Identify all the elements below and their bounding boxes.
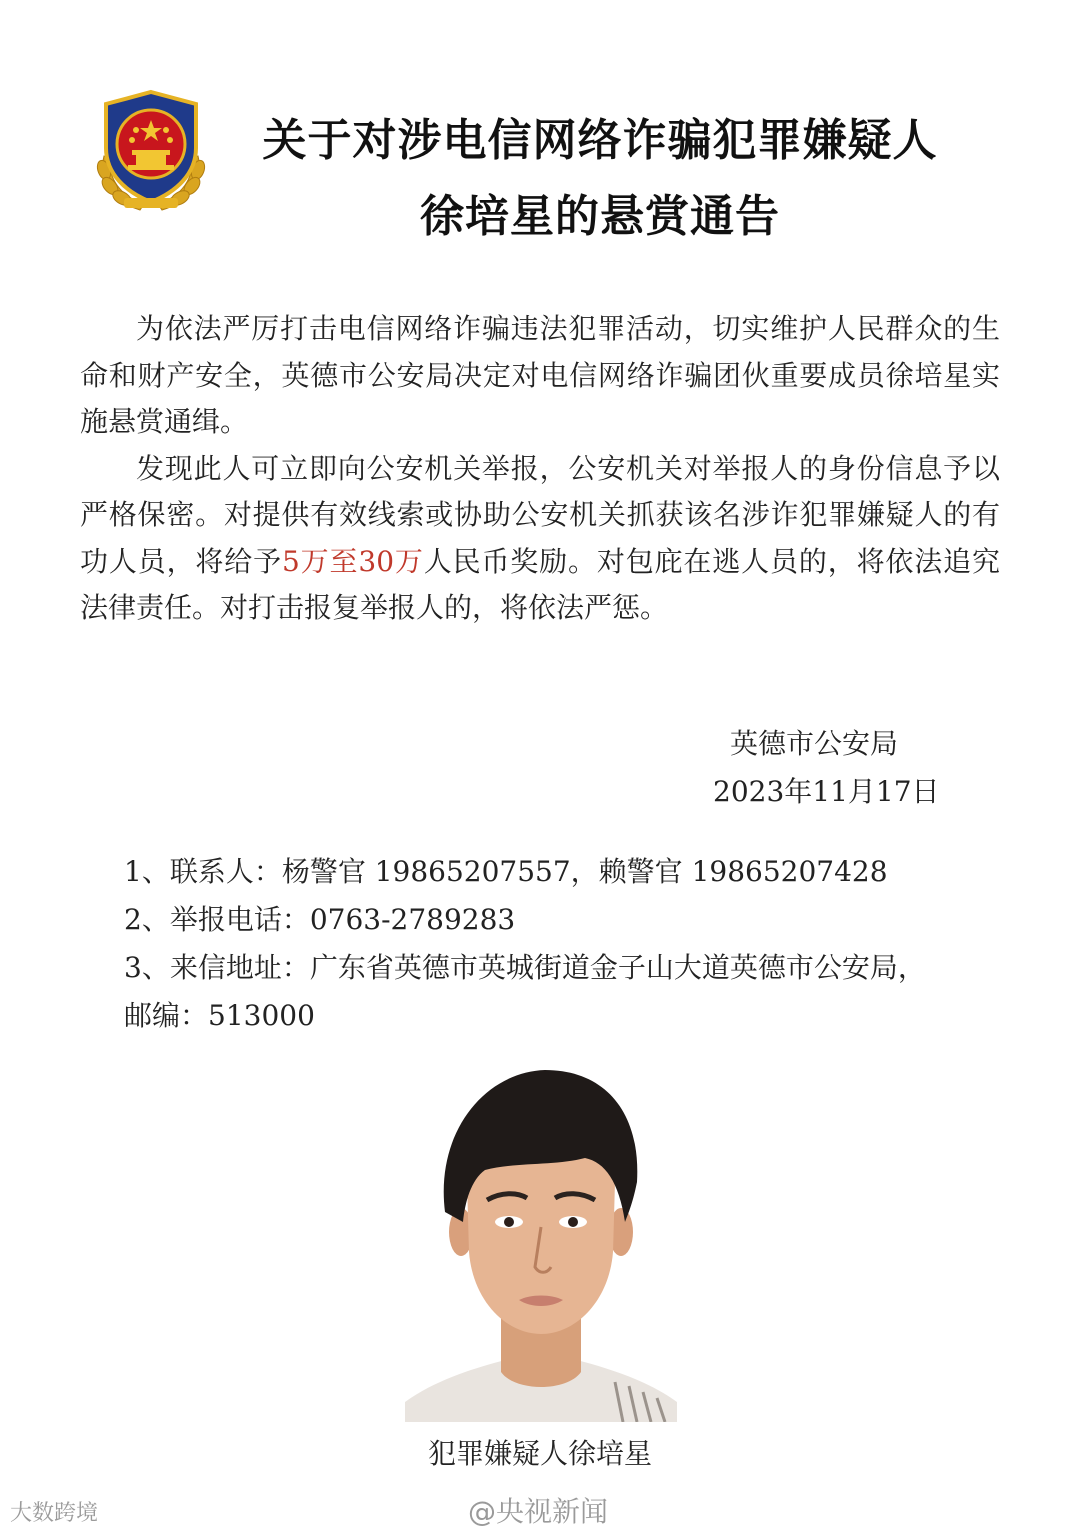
police-emblem-icon bbox=[84, 86, 218, 220]
photo-caption: 犯罪嫌疑人徐培星 bbox=[427, 1437, 652, 1470]
paragraph-2 bbox=[80, 446, 1000, 632]
paragraph-1: 为依法严厉打击电信网络诈骗违法犯罪活动，切实维护人民群众的生命和财产安全，英德市公安局决定对电信网络诈骗团伙重要成员徐培星实施悬赏通缉。 bbox=[80, 312, 1000, 438]
signature-org: 英德市公安局 bbox=[730, 727, 899, 760]
contact-info bbox=[124, 848, 1004, 1040]
paragraph-2-before: 发现此人可立即向公安机关举报，公安机关对举报人的身份信息予以严格保密。对提供有效线索或协助公安机关抓获该名涉诈犯罪嫌疑人的有功人员，将给予 bbox=[80, 451, 1000, 578]
contact-persons: 1、联系人：杨警官 19865207557，赖警官 19865207428 bbox=[124, 855, 888, 888]
paragraph-2-after: 人民币奖励。对包庇在逃人员的，将依法追究法律责任。对打击报复举报人的，将依法严惩。 bbox=[80, 544, 1000, 624]
watermark-center: @央视新闻 bbox=[468, 1495, 609, 1528]
postal-code: 邮编：513000 bbox=[124, 999, 315, 1032]
suspect-photo bbox=[405, 1062, 677, 1422]
page-title-line-1: 关于对涉电信网络诈骗犯罪嫌疑人 bbox=[262, 115, 938, 166]
mail-address: 3、来信地址：广东省英德市英城街道金子山大道英德市公安局， bbox=[124, 951, 926, 984]
watermark-left: 大数跨境 bbox=[10, 1501, 99, 1526]
page-title-line-2: 徐培星的悬赏通告 bbox=[420, 191, 780, 242]
notice-body bbox=[80, 306, 1000, 632]
signature-date: 2023年11月17日 bbox=[713, 775, 940, 808]
reward-amount: 5万至30万 bbox=[282, 544, 424, 578]
report-phone: 2、举报电话：0763-2789283 bbox=[124, 903, 516, 936]
